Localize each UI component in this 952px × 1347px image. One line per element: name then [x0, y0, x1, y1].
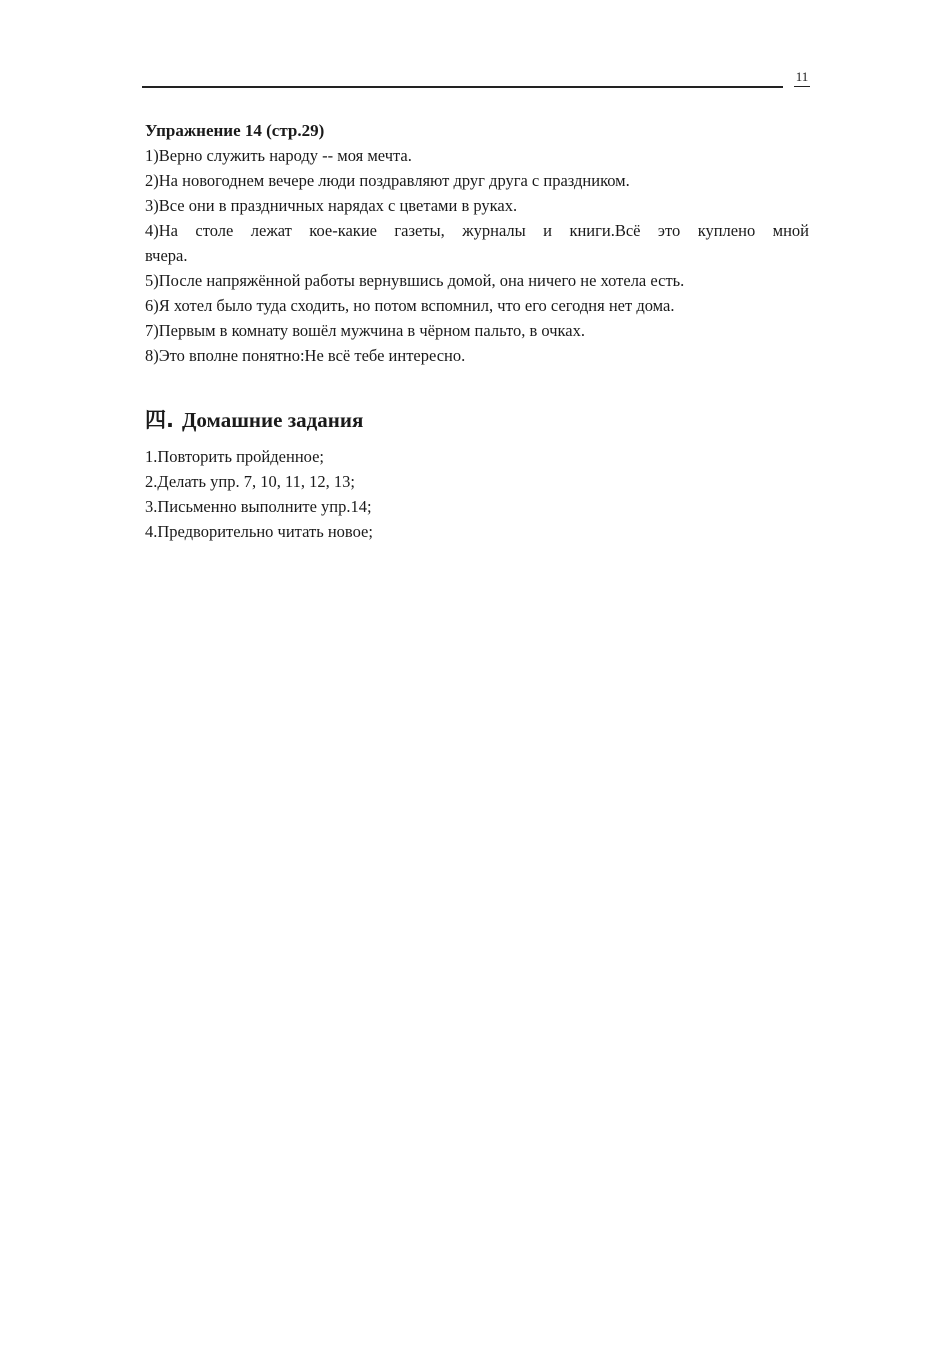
homework-task-3: 3.Письменно выполните упр.14;: [145, 497, 372, 516]
exercise-line-8: 8)Это вполне понятно:Не всё тебе интересно.: [145, 346, 466, 365]
exercise-line-7: 7)Первым в комнату вошёл мужчина в чёрном пальто, в очках.: [145, 321, 585, 340]
header-rule: [142, 86, 783, 88]
page-number: 11: [794, 69, 810, 87]
homework-task-2: 2.Делать упр. 7, 10, 11, 12, 13;: [145, 472, 355, 491]
exercise-line-3: 3)Все они в праздничных нарядах с цветами в руках.: [145, 196, 518, 215]
page-content: [145, 118, 809, 544]
section-title: Домашние задания: [181, 408, 364, 432]
exercise-line-4-continued: вчера.: [145, 246, 188, 265]
homework-task-4: 4.Предворительно читать новое;: [145, 522, 373, 541]
exercise-line-1: 1)Верно служить народу -- моя мечта.: [145, 146, 412, 165]
section-number: 四.: [145, 408, 174, 432]
exercise-title: Упражнение 14 (стр.29): [145, 121, 325, 140]
exercise-line-2: 2)На новогоднем вечере люди поздравляют друг друга с праздником.: [145, 171, 630, 190]
homework-task-1: 1.Повторить пройденное;: [145, 447, 325, 466]
homework-heading: [145, 406, 809, 434]
exercise-line-4: 4)На столе лежат кое-какие газеты, журналы и книги.Всё это куплено мной: [145, 221, 809, 240]
exercise-line-6: 6)Я хотел было туда сходить, но потом вспомнил, что его сегодня нет дома.: [145, 296, 675, 315]
exercise-line-5: 5)После напряжённой работы вернувшись домой, она ничего не хотела есть.: [145, 271, 685, 290]
